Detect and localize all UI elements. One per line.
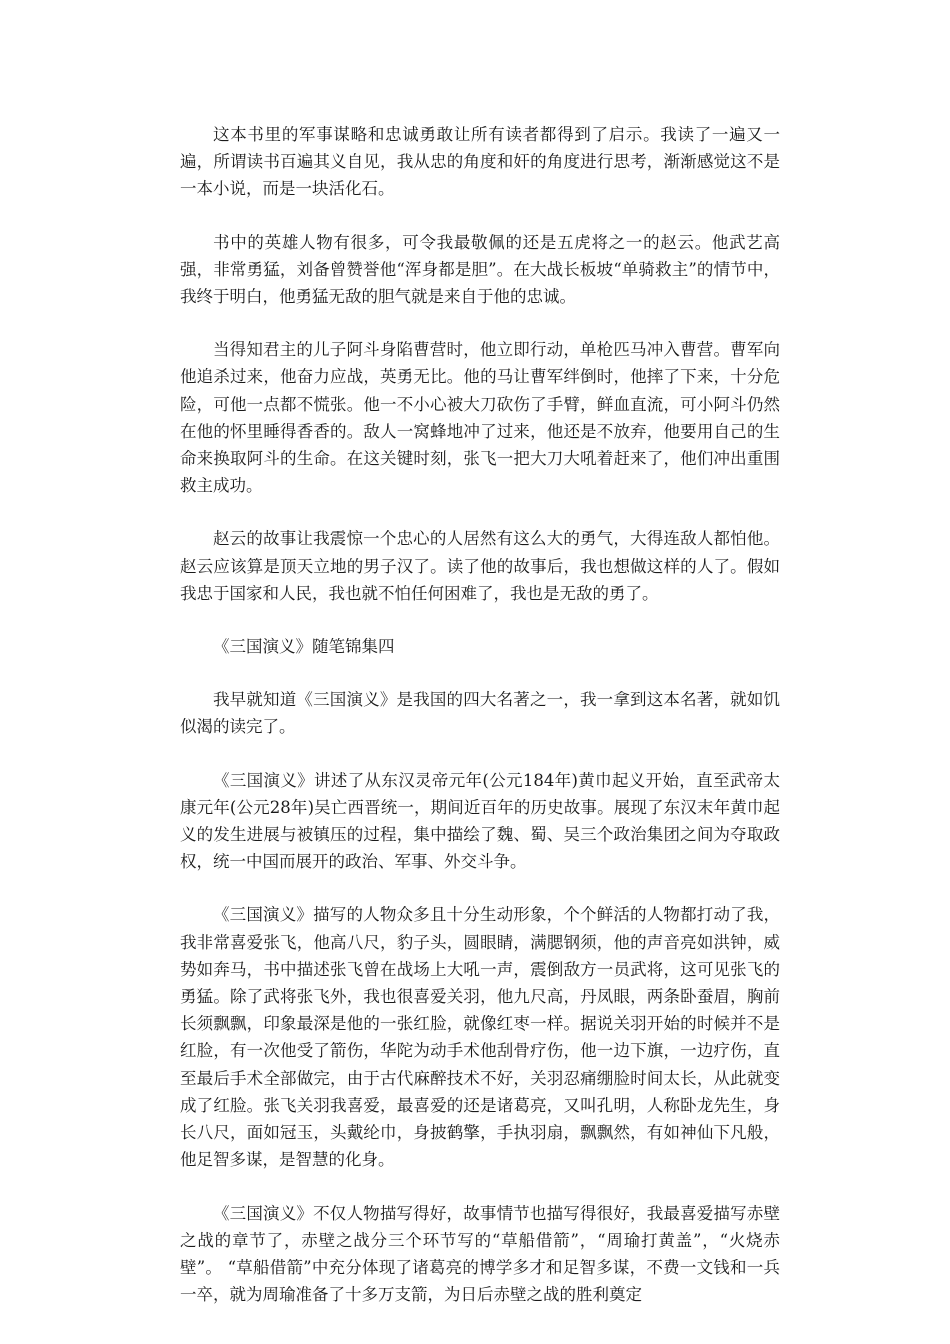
document-body: [180, 121, 780, 1334]
paragraph-1: 这本书里的军事谋略和忠诚勇敢让所有读者都得到了启示。我读了一遍又一遍，所谓读书百遍其义自见，我从忠的角度和奸的角度进行思考，渐渐感觉这不是一本小说，而是一块活化石。: [180, 125, 780, 199]
paragraph-5: 我早就知道《三国演义》是我国的四大名著之一，我一拿到这本名著，就如饥似渴的读完了。: [180, 690, 780, 737]
paragraph-4: 赵云的故事让我震惊一个忠心的人居然有这么大的勇气，大得连敌人都怕他。赵云应该算是顶天立地的男子汉了。读了他的故事后，我也想做这样的人了。假如我忠于国家和人民，我也就不怕任何困难了，我也是无敌的勇了。: [180, 529, 780, 603]
section-title: 《三国演义》随笔锦集四: [213, 637, 395, 657]
paragraph-2: 书中的英雄人物有很多，可令我最敬佩的还是五虎将之一的赵云。他武艺高强，非常勇猛，刘备曾赞誉他“浑身都是胆”。在大战长板坡“单骑救主”的情节中，我终于明白，他勇猛无敌的胆气就是来自于他的忠诚。: [180, 232, 780, 307]
paragraph-3: 当得知君主的儿子阿斗身陷曹营时，他立即行动，单枪匹马冲入曹营。曹军向他追杀过来，他奋力应战，英勇无比。他的马让曹军绊倒时，他摔了下来，十分危险，可他一点都不慌张。他一不小心被大刀砍伤了手臂，鲜血直流，可小阿斗仍然在他的怀里睡得香香的。敌人一窝蜂地冲了过来，他还是不放弃，他要用自己的生命来换取阿斗的生命。在这关键时刻，张飞一把大刀大吼着赶来了，他们冲出重围救主成功。: [180, 340, 780, 496]
paragraph-6: 《三国演义》讲述了从东汉灵帝元年(公元184年)黄巾起义开始，直至武帝太康元年(公元28年)吴亡西晋统一，期间近百年的历史故事。展现了东汉末年黄巾起义的发生进展与被镇压的过程，集中描绘了魏、蜀、吴三个政治集团之间为夺取政权，统一中国而展开的政治、军事、外交斗争。: [180, 770, 780, 872]
paragraph-7: 《三国演义》描写的人物众多且十分生动形象，个个鲜活的人物都打动了我，我非常喜爱张飞，他高八尺，豹子头，圆眼睛，满腮钢须，他的声音亮如洪钟，威势如奔马，书中描述张飞曾在战场上大吼一声，震倒敌方一员武将，这可见张飞的勇猛。除了武将张飞外，我也很喜爱关羽，他九尺高，丹凤眼，两条卧蚕眉，胸前长须飘飘，印象最深是他的一张红脸，就像红枣一样。据说关羽开始的时候并不是红脸，有一次他受了箭伤，华陀为动手术他刮骨疗伤，他一边下旗，一边疗伤，直至最后手术全部做完，由于古代麻醉技术不好，关羽忍痛绷脸时间太长，从此就变成了红脸。张飞关羽我喜爱，最喜爱的还是诸葛亮，又叫孔明，人称卧龙先生，身长八尺，面如冠玉，头戴纶巾，身披鹤擎，手执羽扇，飘飘然，有如神仙下凡般，他足智多谋，是智慧的化身。: [180, 905, 780, 1170]
paragraph-8: 《三国演义》不仅人物描写得好，故事情节也描写得很好，我最喜爱描写赤壁之战的章节了，赤壁之战分三个环节写的“草船借箭”，“周瑜打黄盖”，“火烧赤壁”。 “草船借箭”中充分体现了诸葛亮的博学多才和足智多谋，不费一文钱和一兵一卒，就为周瑜准备了十多万支箭，为日后赤壁之战的胜利奠定: [180, 1203, 780, 1305]
